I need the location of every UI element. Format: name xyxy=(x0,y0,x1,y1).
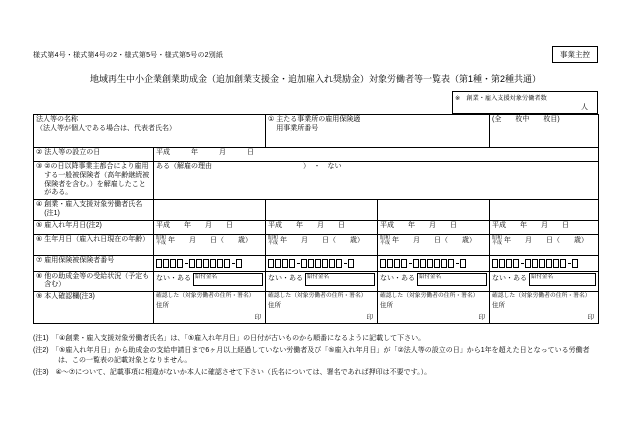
note-1: (注1) 「④創業・雇入支援対象労働者氏名」は、「⑤雇入れ年月日」の日付が古いものから順番になるように記載して下さい。 xyxy=(33,335,426,342)
insurance-number-cell xyxy=(378,255,490,271)
confirmation-cell xyxy=(154,292,266,324)
birth-date-value: 年 月 日（ 歳） xyxy=(504,236,589,244)
hire-date-value: 平成 年 月 日 xyxy=(268,221,345,229)
form-title: 地域再生中小企業創業助成金（追加創業支援金・追加雇入れ奨励金）対象労働者等一覧表（第1種・第2種共通） xyxy=(89,74,541,84)
benefit-name-box xyxy=(529,273,596,286)
page-count-cell xyxy=(490,115,599,148)
dismissal-label-cell xyxy=(34,162,154,200)
worker-count-label: ※ 創業・雇入支援対象労働者数 xyxy=(455,95,547,102)
other-subsidy-value: ない・ある xyxy=(492,274,527,282)
row-dismissal xyxy=(34,162,599,200)
hire-date-label-cell xyxy=(34,220,154,234)
stamp-mark: 印 xyxy=(254,313,261,321)
worker-name-input-cell xyxy=(154,200,266,221)
office-number-heading xyxy=(268,116,487,134)
row-confirmation xyxy=(34,292,599,324)
worker-name-label-cell xyxy=(34,200,154,221)
confirmation-address-label: 住所 xyxy=(380,302,393,310)
dismissal-index: ③ xyxy=(36,163,43,170)
page-header xyxy=(33,50,598,63)
hire-date-label: 雇入れ年月日(注2) xyxy=(44,221,102,229)
birth-date-cell xyxy=(154,234,266,255)
confirmation-index: ⑨ xyxy=(36,293,43,300)
insurance-number-cell xyxy=(154,255,266,271)
era-options xyxy=(492,236,502,248)
confirmation-address-label: 住所 xyxy=(156,302,169,310)
hire-date-value: 平成 年 月 日 xyxy=(492,221,569,229)
establishment-date-label: 法人等の設立の日 xyxy=(44,149,101,156)
benefit-name-label: 給付金名 xyxy=(195,273,218,280)
worker-name-input-cell xyxy=(490,200,599,221)
establishment-date-index: ② xyxy=(36,149,43,156)
insurance-number-boxes xyxy=(492,259,596,268)
establishment-date-value: 平成 年 月 日 xyxy=(156,149,254,156)
dismissal-value-cell xyxy=(154,162,599,200)
form-numbers-text: 様式第4号・様式第4号の2・様式第5号・様式第5号の2別紙 xyxy=(33,52,224,59)
confirmation-address-label: 住所 xyxy=(268,302,281,310)
other-subsidy-value: ない・ある xyxy=(156,274,191,282)
confirmation-instruction: 確認した（対象労働者の住所・署名） xyxy=(156,293,255,299)
confirmation-cell xyxy=(266,292,378,324)
office-number-label: 主たる事業所の雇用保険適用事業所番号 xyxy=(276,116,361,132)
confirmation-instruction: 確認した（対象労働者の住所・署名） xyxy=(492,293,591,299)
birth-date-label: 生年月日（雇入れ日現在の年齢） xyxy=(44,235,150,243)
birth-date-label-cell xyxy=(34,234,154,255)
birth-date-cell xyxy=(378,234,490,255)
other-subsidy-label: 他の助成金等の受給状況（予定も含む） xyxy=(44,272,150,289)
confirmation-address-label: 住所 xyxy=(492,302,505,310)
establishment-date-value-cell xyxy=(154,148,599,162)
other-subsidy-cell xyxy=(378,271,490,292)
stamp-mark: 印 xyxy=(587,313,594,321)
confirmation-cell xyxy=(490,292,599,324)
benefit-name-box xyxy=(305,273,375,286)
row-worker-name xyxy=(34,200,599,221)
worker-name-input-cell xyxy=(378,200,490,221)
era-options xyxy=(156,236,166,248)
other-subsidy-cell xyxy=(266,271,378,292)
workers-table xyxy=(33,114,599,324)
confirmation-cell xyxy=(378,292,490,324)
insurance-number-boxes xyxy=(156,259,263,268)
era-heisei: 平成 xyxy=(156,240,167,247)
era-heisei: 平成 xyxy=(380,240,391,247)
confirmation-instruction: 確認した（対象労働者の住所・署名） xyxy=(268,293,367,299)
dismissal-label: ②の日以降事業主都合により雇用する一般被保険者（高年齢継続被保険者を含む。）を解雇したことがある。 xyxy=(44,163,150,197)
era-options xyxy=(268,236,278,248)
worker-name-index: ④ xyxy=(36,201,43,208)
corp-name-label: 法人等の名称 xyxy=(36,116,78,123)
hire-date-cell xyxy=(378,220,490,234)
row-corp-name xyxy=(34,115,599,148)
other-subsidy-cell xyxy=(154,271,266,292)
corp-name-sublabel: （法人等が個人である場合は、代表者氏名） xyxy=(36,124,176,132)
hire-date-cell xyxy=(266,220,378,234)
hire-date-cell xyxy=(490,220,599,234)
stamp-mark: 印 xyxy=(478,313,485,321)
era-options xyxy=(380,236,390,248)
other-subsidy-value: ない・ある xyxy=(380,274,415,282)
era-showa: 昭和 xyxy=(268,234,279,241)
dismissal-value: ある（解雇の理由 ） ・ ない xyxy=(156,163,342,170)
era-showa: 昭和 xyxy=(156,234,167,241)
benefit-name-box xyxy=(193,273,263,286)
worker-name-label: 創業・雇入支援対象労働者氏名(注1) xyxy=(44,201,143,217)
establishment-date-label-cell xyxy=(34,148,154,162)
worker-name-input-cell xyxy=(266,200,378,221)
page-count-label: (全 枚中 枚目) xyxy=(492,116,560,123)
row-hire-date xyxy=(34,220,599,234)
birth-date-value: 年 月 日（ 歳） xyxy=(280,236,365,244)
insurance-number-cell xyxy=(266,255,378,271)
birth-date-cell xyxy=(490,234,599,255)
other-subsidy-label-cell xyxy=(34,271,154,292)
hire-date-value: 平成 年 月 日 xyxy=(380,221,457,229)
row-birth-date xyxy=(34,234,599,255)
benefit-name-box xyxy=(417,273,487,286)
era-heisei: 平成 xyxy=(492,240,503,247)
insurance-number-boxes xyxy=(268,259,375,268)
era-heisei: 平成 xyxy=(268,240,279,247)
birth-date-index: ⑥ xyxy=(36,235,43,243)
hire-date-cell xyxy=(154,220,266,234)
confirmation-label-cell xyxy=(34,292,154,324)
office-number-cell xyxy=(266,115,490,148)
insurance-number-label: 雇用保険被保険者番号 xyxy=(44,256,115,264)
worker-count-unit: 人 xyxy=(581,104,588,111)
note-3: (注3) ④～⑦について、記載事項に相違がないか本人に確認させて下さい（氏名については、署名であれば押印は不要です。）。 xyxy=(33,368,432,376)
worker-count-box xyxy=(452,91,598,114)
notes-section xyxy=(33,334,598,378)
office-number-index: ① xyxy=(268,116,275,123)
stamp-mark: 印 xyxy=(366,313,373,321)
row-insurance-number xyxy=(34,255,599,271)
other-subsidy-cell xyxy=(490,271,599,292)
business-owner-copy-badge: 事業主控 xyxy=(552,46,598,63)
insurance-number-boxes xyxy=(380,259,487,268)
row-other-subsidy xyxy=(34,271,599,292)
corp-name-cell xyxy=(34,115,266,148)
insurance-number-index: ⑦ xyxy=(36,256,43,264)
benefit-name-label: 給付金名 xyxy=(307,273,330,280)
other-subsidy-index: ⑧ xyxy=(36,272,43,280)
confirmation-instruction: 確認した（対象労働者の住所・署名） xyxy=(380,293,479,299)
hire-date-value: 平成 年 月 日 xyxy=(156,221,233,229)
other-subsidy-value: ない・ある xyxy=(268,274,303,282)
confirmation-label: 本人確認欄(注3) xyxy=(44,293,95,300)
birth-date-value: 年 月 日（ 歳） xyxy=(392,236,477,244)
row-establishment-date xyxy=(34,148,599,162)
benefit-name-label: 給付金名 xyxy=(531,273,554,280)
insurance-number-label-cell xyxy=(34,255,154,271)
hire-date-index: ⑤ xyxy=(36,221,43,229)
birth-date-cell xyxy=(266,234,378,255)
era-showa: 昭和 xyxy=(380,234,391,241)
benefit-name-label: 給付金名 xyxy=(419,273,442,280)
era-showa: 昭和 xyxy=(492,234,503,241)
note-2: (注2) 「⑤雇入れ年月日」から助成金の支給申請日まで6ヶ月以上経過していない労働者及び「⑤雇入れ年月日」が「②法人等の設立の日」から1年を超えた日となっている労働者は、この一覧表の記載対象となりません。 xyxy=(33,346,590,364)
insurance-number-cell xyxy=(490,255,599,271)
birth-date-value: 年 月 日（ 歳） xyxy=(168,236,253,244)
